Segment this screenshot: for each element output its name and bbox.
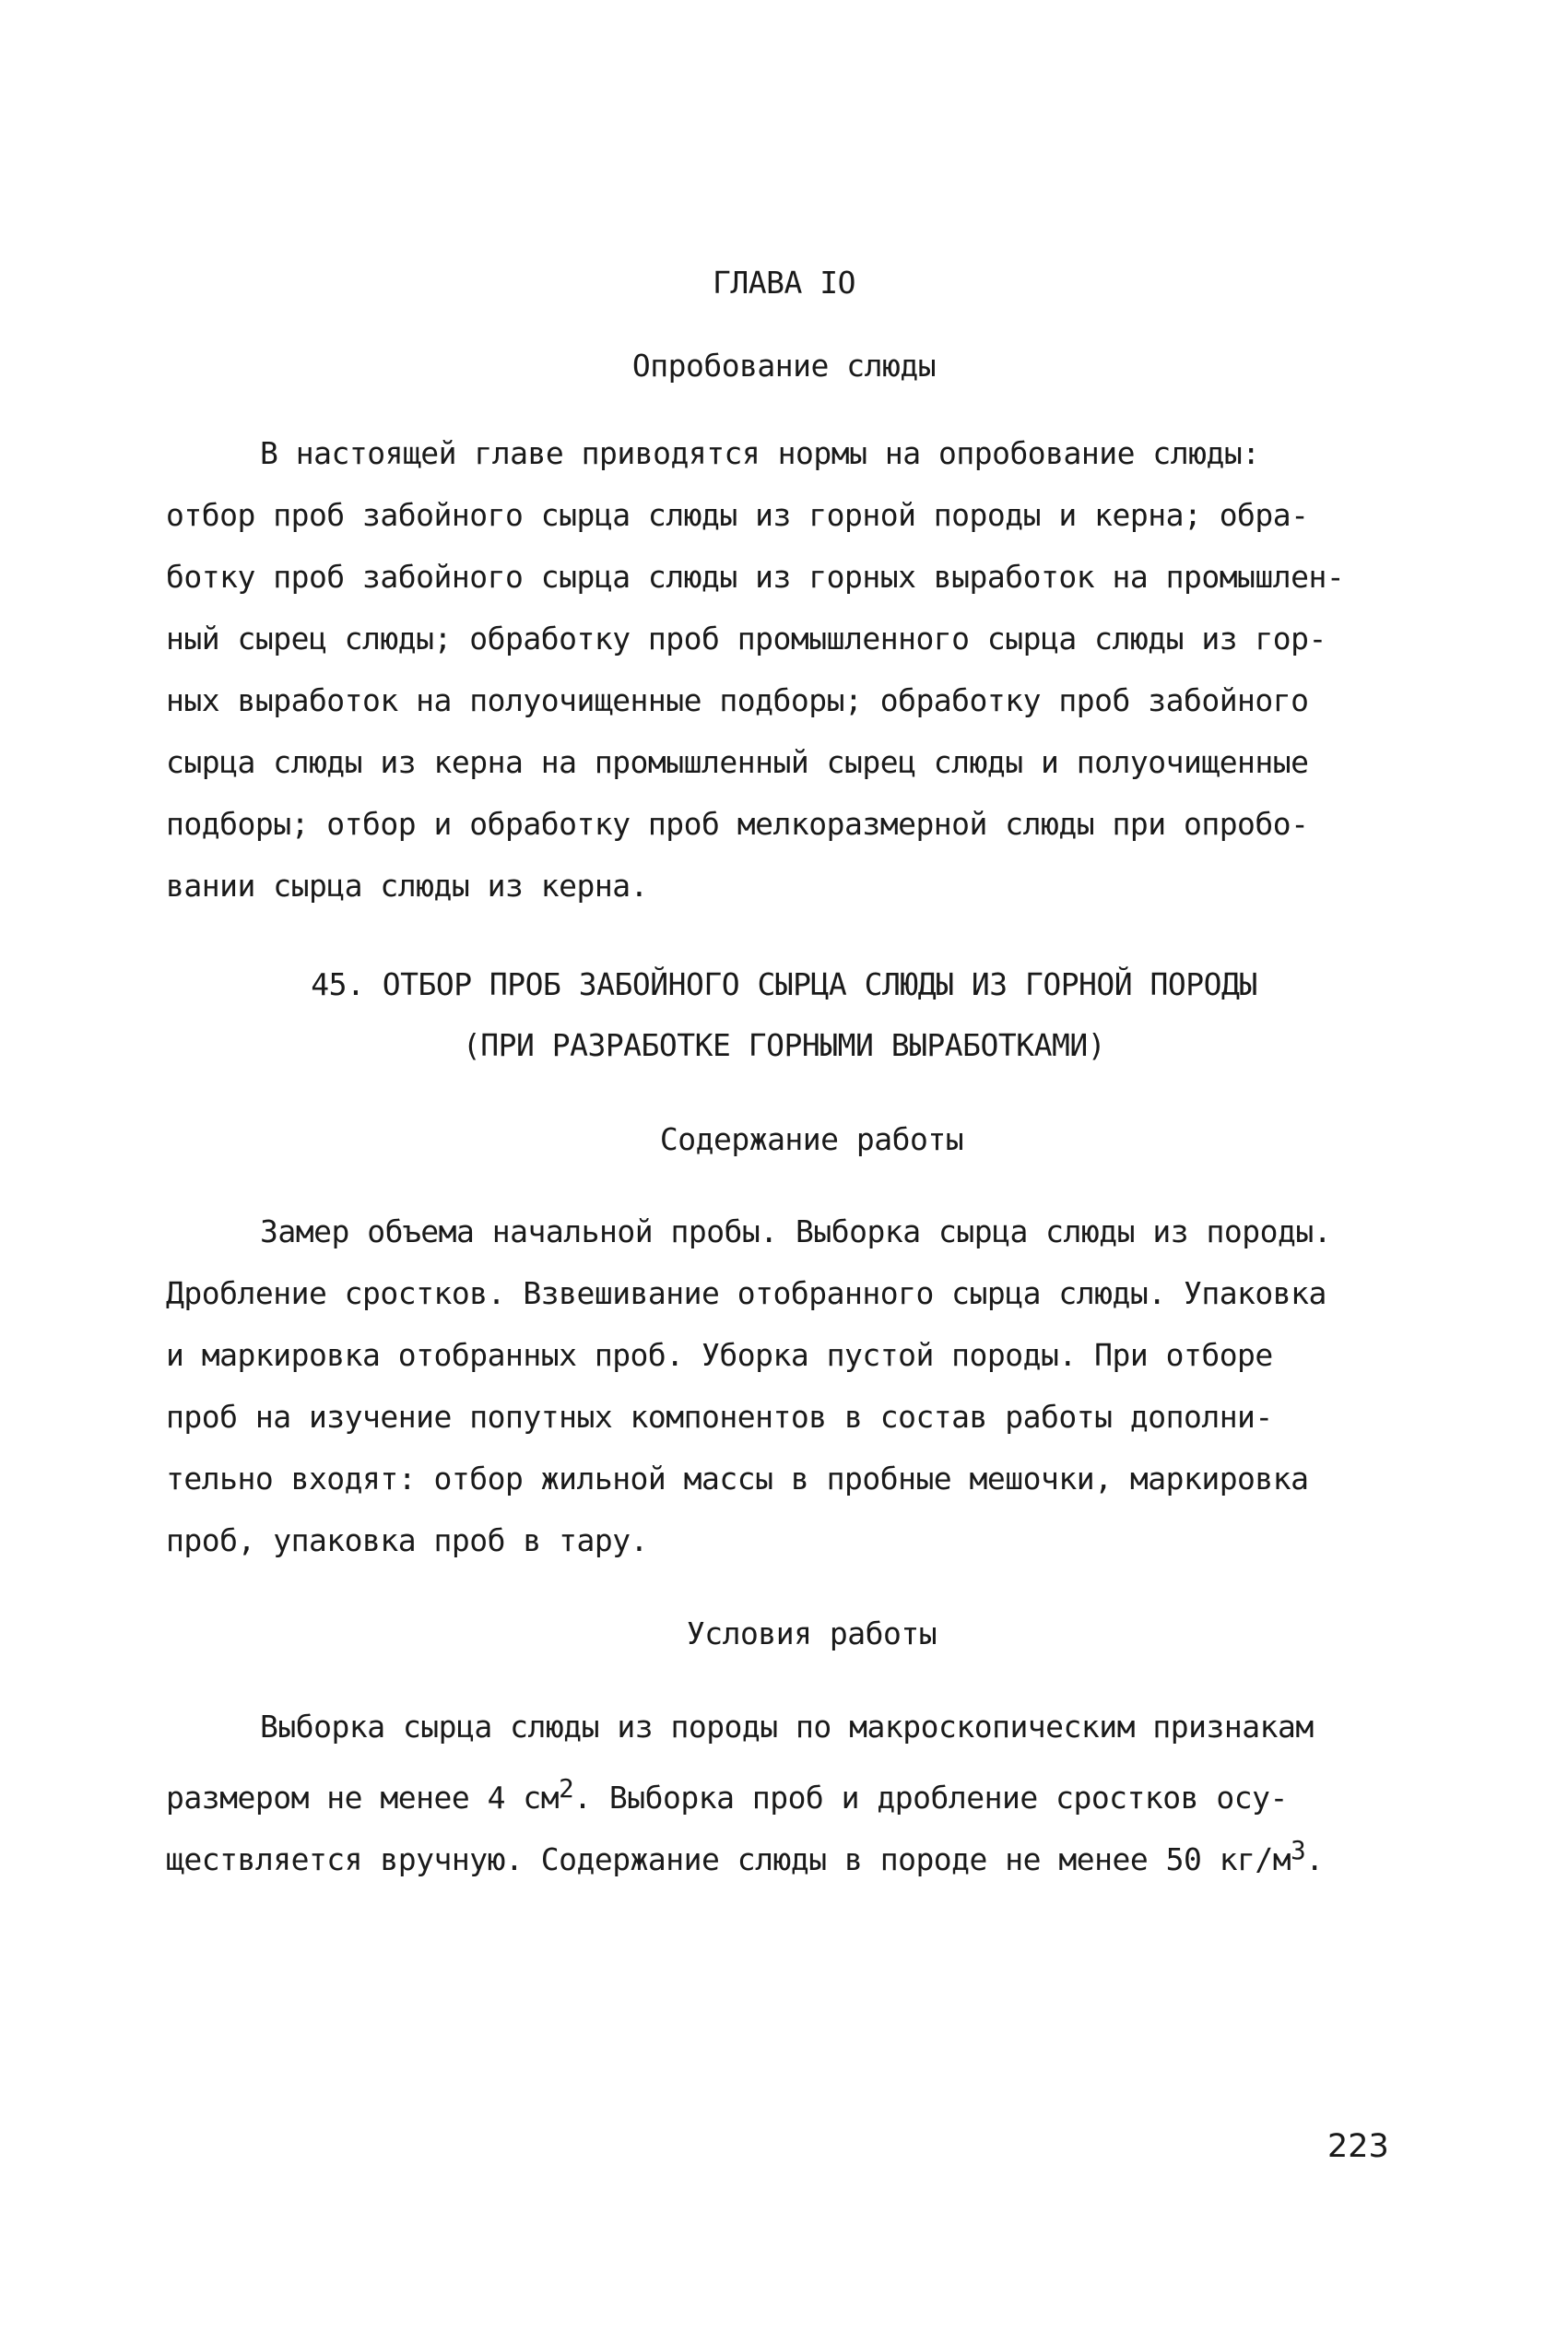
paragraph-line: В настоящей главе приводятся нормы на опробование слюды: — [260, 435, 1260, 471]
text-run: . Выборка проб и дробление сростков осу- — [573, 1780, 1288, 1816]
text-run: размером не менее 4 см — [166, 1780, 560, 1816]
work-conditions-heading: Условия работы — [686, 1615, 937, 1651]
work-content-heading: Содержание работы — [659, 1121, 964, 1157]
paragraph-line — [166, 1832, 1324, 1878]
paragraph-line — [166, 1770, 1288, 1816]
section-title-line-1: 45. ОТБОР ПРОБ ЗАБОЙНОГО СЫРЦА СЛЮДЫ ИЗ ГОРНОЙ ПОРОДЫ — [311, 966, 1257, 1002]
paragraph-line: Выборка сырца слюды из породы по макроскопическим признакам — [260, 1709, 1314, 1745]
text-run: ществляется вручную. Содержание слюды в породе не менее 50 кг/м — [166, 1841, 1291, 1877]
section-title-line-2: (ПРИ РАЗРАБОТКЕ ГОРНЫМИ ВЫРАБОТКАМИ) — [462, 1027, 1106, 1063]
paragraph-line: отбор проб забойного сырца слюды из горной породы и керна; обра- — [166, 497, 1309, 533]
paragraph-line: ный сырец слюды; обработку проб промышленного сырца слюды из гор- — [166, 621, 1326, 657]
superscript: 3 — [1291, 1836, 1306, 1865]
paragraph-line: проб, упаковка проб в тару. — [166, 1522, 648, 1558]
paragraph-line: проб на изучение попутных компонентов в состав работы дополни- — [166, 1399, 1273, 1435]
chapter-heading: ГЛАВА IO — [713, 265, 855, 301]
superscript: 2 — [559, 1774, 574, 1804]
text-run: . — [1305, 1841, 1324, 1877]
paragraph-line: тельно входят: отбор жильной массы в пробные мешочки, маркировка — [166, 1461, 1309, 1497]
paragraph-line: вании сырца слюды из керна. — [166, 868, 648, 904]
paragraph-line: ных выработок на полуочищенные подборы; обработку проб забойного — [166, 682, 1309, 718]
paragraph-line: Замер объема начальной пробы. Выборка сырца слюды из породы. — [260, 1213, 1332, 1249]
paragraph-line: сырца слюды из керна на промышленный сырец слюды и полуочищенные — [166, 744, 1309, 780]
paragraph-line: подборы; отбор и обработку проб мелкоразмерной слюды при опробо- — [166, 806, 1309, 842]
page-number: 223 — [1327, 2128, 1389, 2165]
chapter-title: Опробование слюды — [631, 348, 937, 384]
paragraph-line: и маркировка отобранных проб. Уборка пустой породы. При отборе — [166, 1337, 1273, 1373]
paragraph-line: ботку проб забойного сырца слюды из горных выработок на промышлен- — [166, 559, 1345, 595]
paragraph-line: Дробление сростков. Взвешивание отобранного сырца слюды. Упаковка — [166, 1275, 1326, 1311]
